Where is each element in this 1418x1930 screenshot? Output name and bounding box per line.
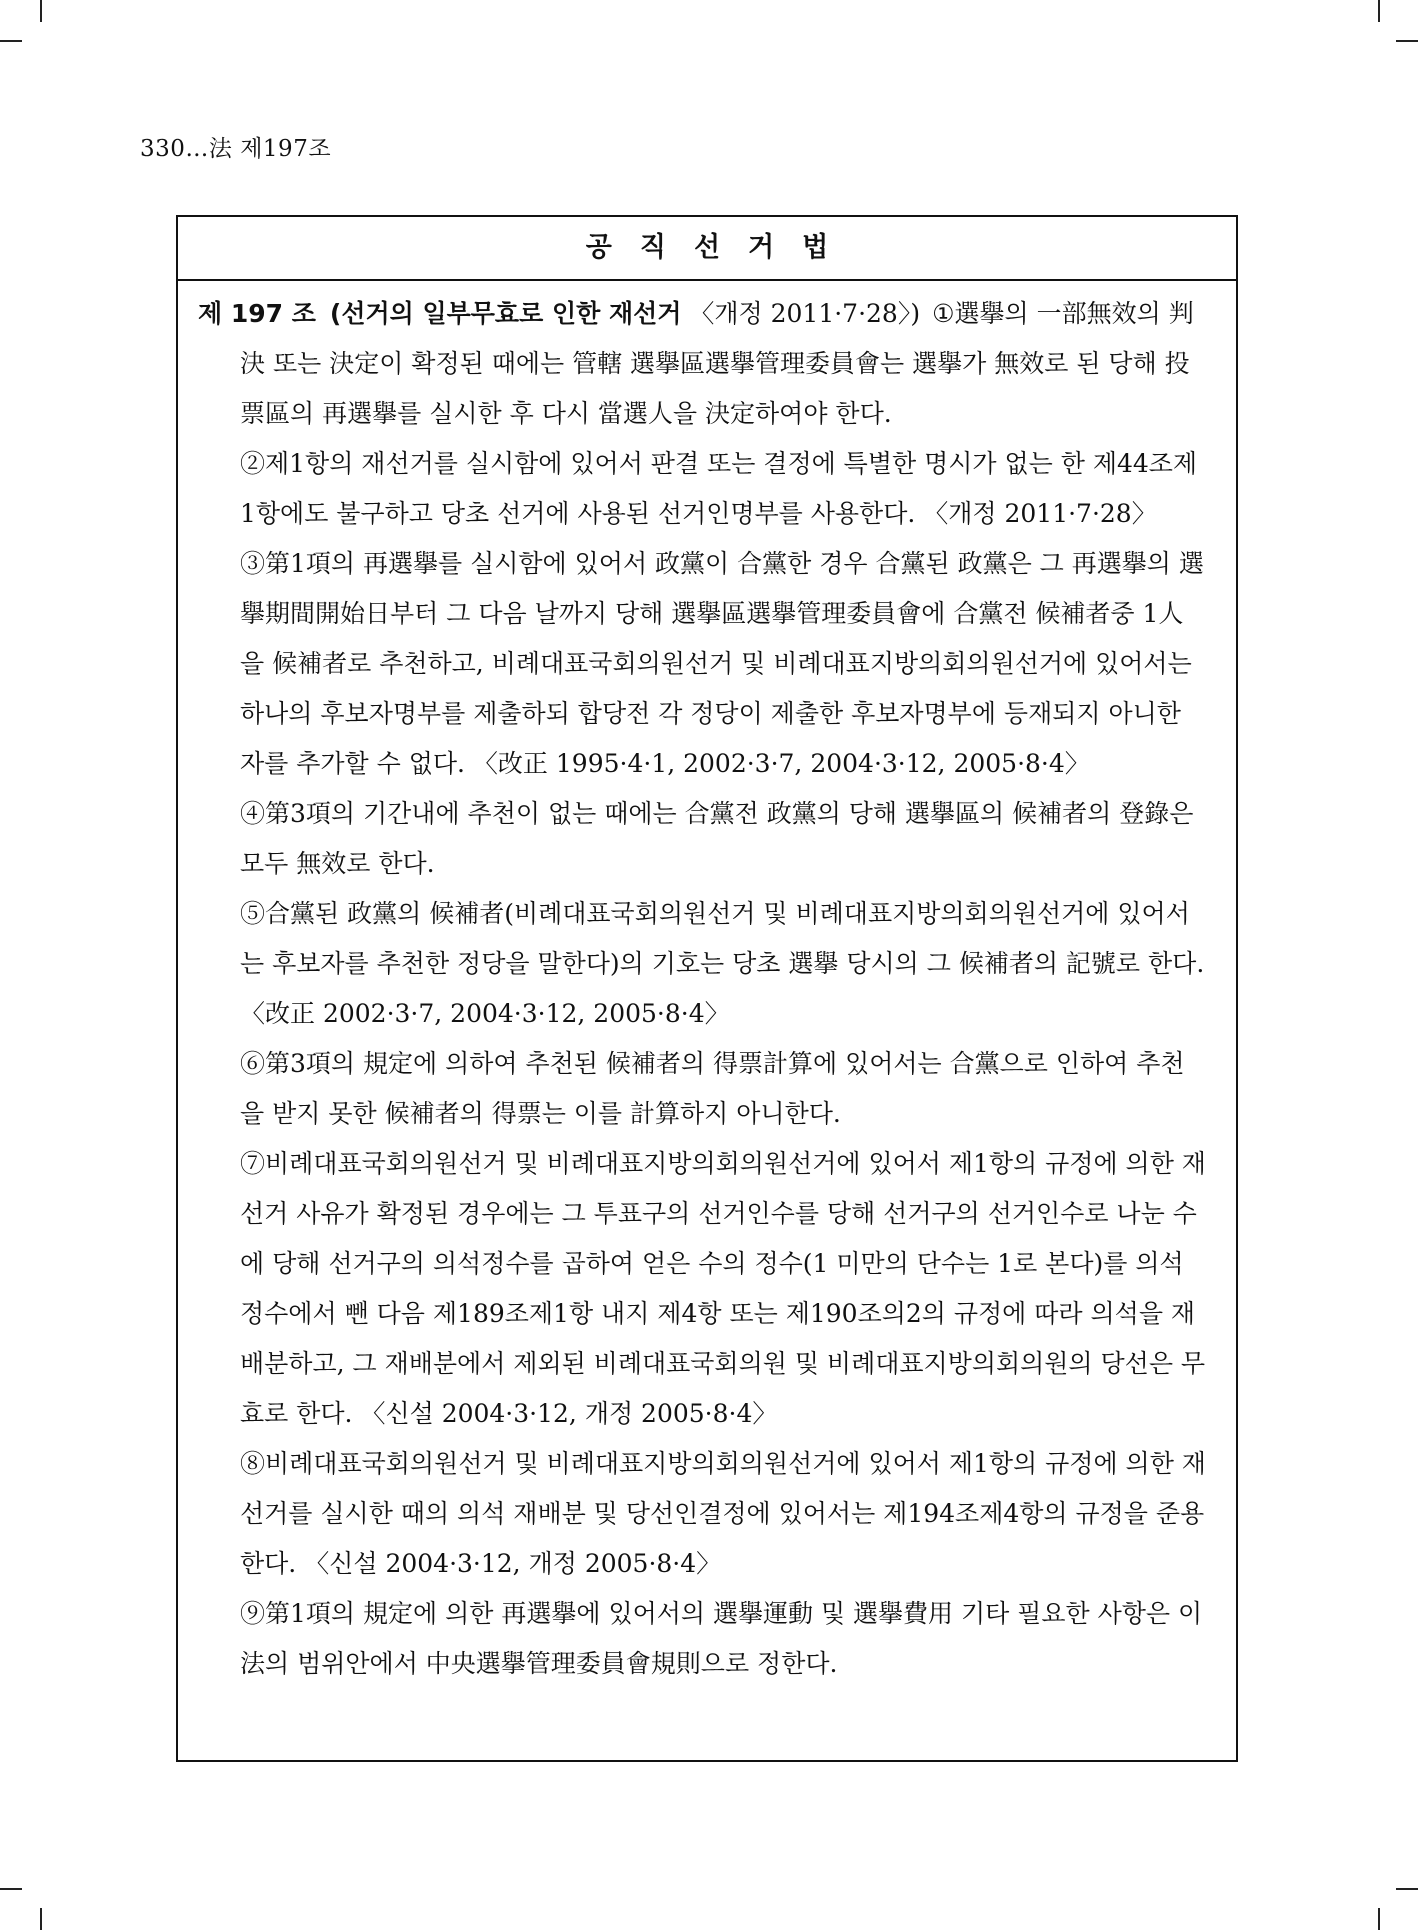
- crop-mark-bottom-right-h: [1396, 1888, 1418, 1890]
- crop-mark-top-left-h: [0, 40, 22, 42]
- paragraph-6: ⑥第3項의 規定에 의하여 추천된 候補者의 得票計算에 있어서는 合黨으로 인하여 추천을 받지 못한 候補者의 得票는 이를 計算하지 아니한다.: [240, 1049, 1185, 1128]
- running-head: 330…法 제197조: [140, 136, 332, 162]
- article-first-paragraph: [198, 289, 1206, 439]
- paragraph-1: ①選擧의 一部無效의 判決 또는 決定이 확정된 때에는 管轄 選擧區選擧管理委員會는 選擧가 無效로 된 당해 投票區의 再選擧를 실시한 후 다시 當選人을 決定하여야 한다.: [240, 299, 1194, 428]
- article-number: 제 197 조: [198, 299, 316, 328]
- crop-mark-bottom-left: [40, 1908, 42, 1930]
- paragraph-5: ⑤合黨된 政黨의 候補者(비례대표국회의원선거 및 비례대표지방의회의원선거에 있어서는 후보자를 추천한 정당을 말한다)의 기호는 당초 選擧 당시의 그 候補者의 記號로 한다. 〈改正 2002·3·7, 2004·3·12, 2005·8·4〉: [240, 899, 1205, 1028]
- paragraph-9: ⑨第1項의 規定에 의한 再選擧에 있어서의 選擧運動 및 選擧費用 기타 필요한 사항은 이 法의 범위안에서 中央選擧管理委員會規則으로 정한다.: [240, 1599, 1203, 1678]
- paragraph-2: ②제1항의 재선거를 실시함에 있어서 판결 또는 결정에 특별한 명시가 없는 한 제44조제1항에도 불구하고 당초 선거에 사용된 선거인명부를 사용한다. 〈개정 2011·7·28〉: [240, 449, 1198, 528]
- paragraph-4: ④第3項의 기간내에 추천이 없는 때에는 合黨전 政黨의 당해 選擧區의 候補者의 登錄은 모두 無效로 한다.: [240, 799, 1194, 878]
- article-body: [178, 281, 1236, 1689]
- paragraph-7: ⑦비례대표국회의원선거 및 비례대표지방의회의원선거에 있어서 제1항의 규정에 의한 재선거 사유가 확정된 경우에는 그 투표구의 선거인수를 당해 선거구의 선거인수로 나눈 수에 당해 선거구의 의석정수를 곱하여 얻은 수의 정수(1 미만의 단수는 1로 본다)를 의석정수에서 뺀 다음 제189조제1항 내지 제4항 또는 제190조의2의 규정에 따라 의석을 재배분하고, 그 재배분에서 제외된 비례대표국회의원 및 비례대표지방의회의원의 당선은 무효로 한다. 〈신설 2004·3·12, 개정 2005·8·4〉: [240, 1149, 1206, 1428]
- crop-mark-top-left: [40, 0, 42, 22]
- crop-mark-top-right: [1378, 0, 1380, 22]
- crop-mark-bottom-right: [1378, 1908, 1380, 1930]
- paragraph-8: ⑧비례대표국회의원선거 및 비례대표지방의회의원선거에 있어서 제1항의 규정에 의한 재선거를 실시한 때의 의석 재배분 및 당선인결정에 있어서는 제194조제4항의 규정을 준용한다. 〈신설 2004·3·12, 개정 2005·8·4〉: [240, 1449, 1206, 1578]
- paragraph-3: ③第1項의 再選擧를 실시함에 있어서 政黨이 合黨한 경우 合黨된 政黨은 그 再選擧의 選擧期間開始日부터 그 다음 날까지 당해 選擧區選擧管理委員會에 合黨전 候補者중 1人을 候補者로 추천하고, 비례대표국회의원선거 및 비례대표지방의회의원선거에 있어서는 하나의 후보자명부를 제출하되 합당전 각 정당이 제출한 후보자명부에 등재되지 아니한 자를 추가할 수 없다. 〈改正 1995·4·1, 2002·3·7, 2004·3·12, 2005·8·4〉: [240, 549, 1204, 778]
- law-text-box: [176, 215, 1238, 1762]
- crop-mark-top-right-h: [1396, 40, 1418, 42]
- article-heading: (선거의 일부무효로 인한 재선거: [329, 299, 682, 328]
- law-title: 공직선거법: [178, 217, 1236, 281]
- crop-mark-bottom-left-h: [0, 1888, 22, 1890]
- article-heading-note: 〈개정 2011·7·28〉): [689, 299, 921, 328]
